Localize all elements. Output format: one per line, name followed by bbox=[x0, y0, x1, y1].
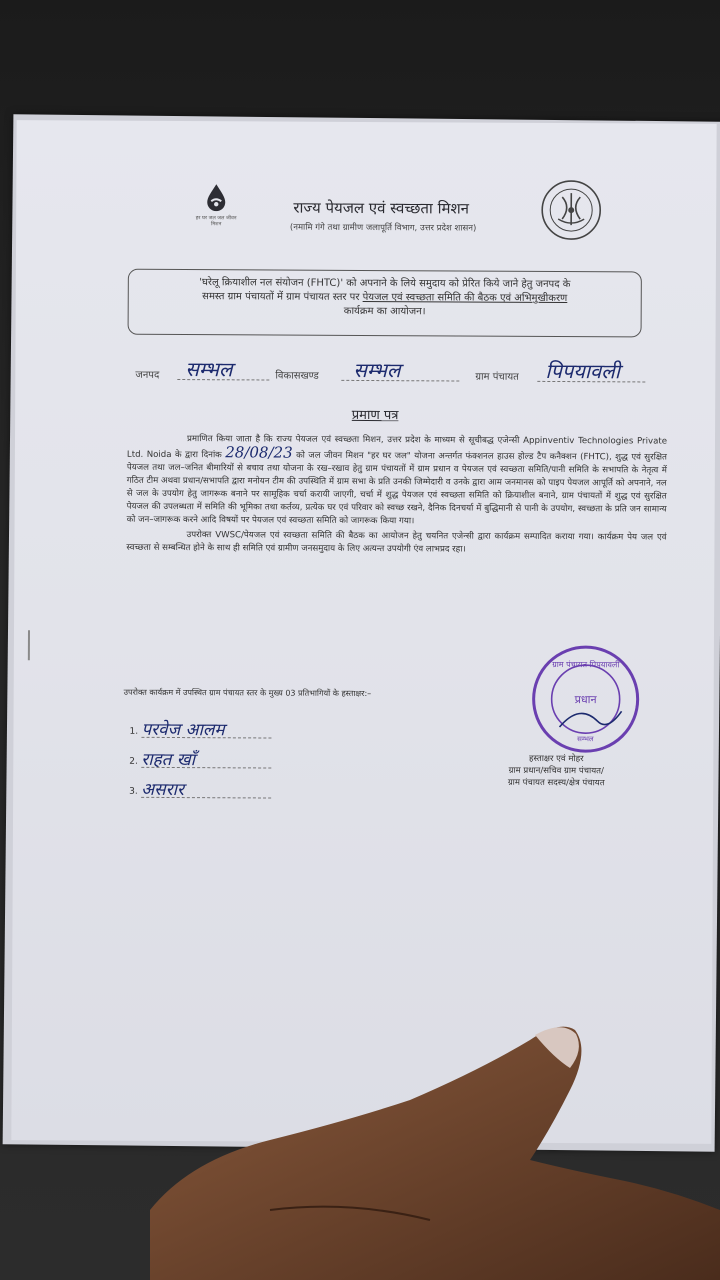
program-title-box bbox=[128, 269, 642, 338]
participant-number: 1. bbox=[129, 726, 139, 737]
program-title-line3: कार्यक्रम का आयोजन। bbox=[343, 305, 426, 318]
program-title-text bbox=[137, 276, 633, 321]
body-paragraph-1-start: प्रमाणित किया जाता है कि राज्य पेयजल एवं स्वच्छता मिशन, उत्तर प्रदेश के माध्यम से सूचीबद्ध एजेन्सी Appinventiv Technologies Private Ltd. Noida के द्वारा दिनांक bbox=[126, 434, 668, 461]
certificate-body bbox=[126, 433, 667, 560]
thumb-holding-paper bbox=[150, 1010, 720, 1280]
participant-number: 3. bbox=[129, 786, 138, 797]
district-value: सम्भल bbox=[185, 357, 233, 382]
program-title-line1: 'घरेलू क्रियाशील नल संयोजन (FHTC)' को अपनाने के लिये समुदाय को प्रेरित किये जाने हेतु जनपद के bbox=[199, 277, 571, 291]
location-fields bbox=[135, 355, 655, 388]
logo-caption: हर घर जल जल जीवन मिशन bbox=[195, 215, 237, 228]
har-ghar-jal-logo bbox=[191, 183, 241, 241]
panchayat-label: ग्राम पंचायत bbox=[475, 371, 519, 383]
organization-title: राज्य पेयजल एवं स्वच्छता मिशन bbox=[293, 198, 470, 218]
margin-mark bbox=[28, 630, 30, 660]
signature-block bbox=[481, 753, 631, 790]
participant-signature: असरार bbox=[141, 779, 185, 801]
block-label: विकासखण्ड bbox=[275, 370, 319, 382]
participant-signature: परवेज आलम bbox=[141, 719, 225, 741]
participants-intro: उपरोक्त कार्यक्रम में उपस्थित ग्राम पंचायत स्तर के मुख्य 03 प्रतिभागियों के हस्ताक्षर:– bbox=[123, 687, 372, 699]
signatory-role-line1: ग्राम प्रधान/सचिव ग्राम पंचायत/ bbox=[508, 765, 604, 777]
body-paragraph-2: उपरोक्त VWSC/पेयजल एवं स्वच्छता समिति की बैठक का आयोजन हेतु चयनित एजेन्सी द्वारा कार्यक्रम सम्पादित कराया गया। कार्यक्रम पेय जल एवं स्वच्छता से सम्बन्धित होने के साथ ही समिति एवं ग्रामीण जनसमुदाय के लिए अत्यन्त उपयोगी एंव लाभप्रद रहा। bbox=[126, 530, 667, 555]
district-label: जनपद bbox=[135, 369, 160, 381]
water-drop-icon bbox=[205, 183, 227, 211]
program-title-underlined: पेयजल एवं स्वच्छता समिति की बैठक एवं अभिमुखीकरण bbox=[362, 291, 568, 305]
up-government-emblem-icon bbox=[540, 179, 602, 241]
block-value: सम्भल bbox=[353, 357, 401, 383]
stamp-ring-text: ग्राम पंचायत पिपयावली bbox=[552, 659, 620, 670]
event-date: 28/08/23 bbox=[225, 443, 293, 462]
participant-signature: राहत खाँ bbox=[141, 749, 196, 771]
program-title-line2: समस्त ग्राम पंचायतों में ग्राम पंचायत स्तर पर bbox=[202, 291, 363, 303]
organization-subtitle: (नमामि गंगे तथा ग्रामीण जलापूर्ति विभाग, उत्तर प्रदेश शासन) bbox=[289, 222, 477, 234]
panchayat-value: पिपयावली bbox=[545, 358, 620, 384]
panchayat-stamp-icon bbox=[529, 643, 642, 756]
body-paragraph-1-end: को जल जीवन मिशन "हर घर जल" योजना अन्तर्गत फंक्शनल हाउस होल्ड टैप कनैक्शन (FHTC), शुद्ध एवं सुरक्षित पेयजल तथा जल–जनित बीमारियों से बचाव तथा योजना के रख–रखाव हेतु ग्राम पंचायतों में ग्राम प्रधान व पेयजल एवं स्वच्छता समिति/पानी समिति के सभापति के नेतृत्व में गठित टीम अथवा प्रधान/सभापति द्वारा मनोयन टीम की उपस्थिति में ग्राम सभा के प्रति उनकी जिम्मेदारी व उनके द्वारा आम जनमानस को पाइप पेयजल आपूर्ति को अपनाने, नल से जल के उपयोग हेतु जागरूक बनाने पर सामूहिक चर्चा करायी जाएगी, चर्चा में शुद्ध पेयजल एवं स्वच्छता समिति को क्रियाशील बनाने, ग्राम पंचायतों में शुद्ध एवं सुरक्षित पेयजल की उपलब्धता में समिति की भूमिका तथा कर्तव्य, प्रत्येक घर एवं परिवार को स्वच्छ रखने, दैनिक दिनचर्या में बुद्धिमानी से पानी के उपयोग, स्वच्छता के प्रति जन सामान्य को जन–जागरूक करने आदि विषयों पर पेयजल एवं स्वच्छता समिति को जागरूक किया गया। bbox=[126, 450, 667, 527]
stamp-center-text: प्रधान bbox=[574, 693, 597, 707]
body-paragraph-1 bbox=[127, 433, 667, 530]
stamp-bottom-text: सम्भल bbox=[577, 735, 594, 744]
certificate-heading: प्रमाण पत्र bbox=[351, 407, 399, 424]
certificate-document bbox=[11, 120, 716, 1144]
signature-caption: हस्ताक्षर एवं मोहर bbox=[529, 753, 584, 765]
participant-number: 2. bbox=[129, 756, 138, 767]
signatory-role-line2: ग्राम पंचायत सदस्य/क्षेत्र पंचायत bbox=[507, 777, 605, 789]
